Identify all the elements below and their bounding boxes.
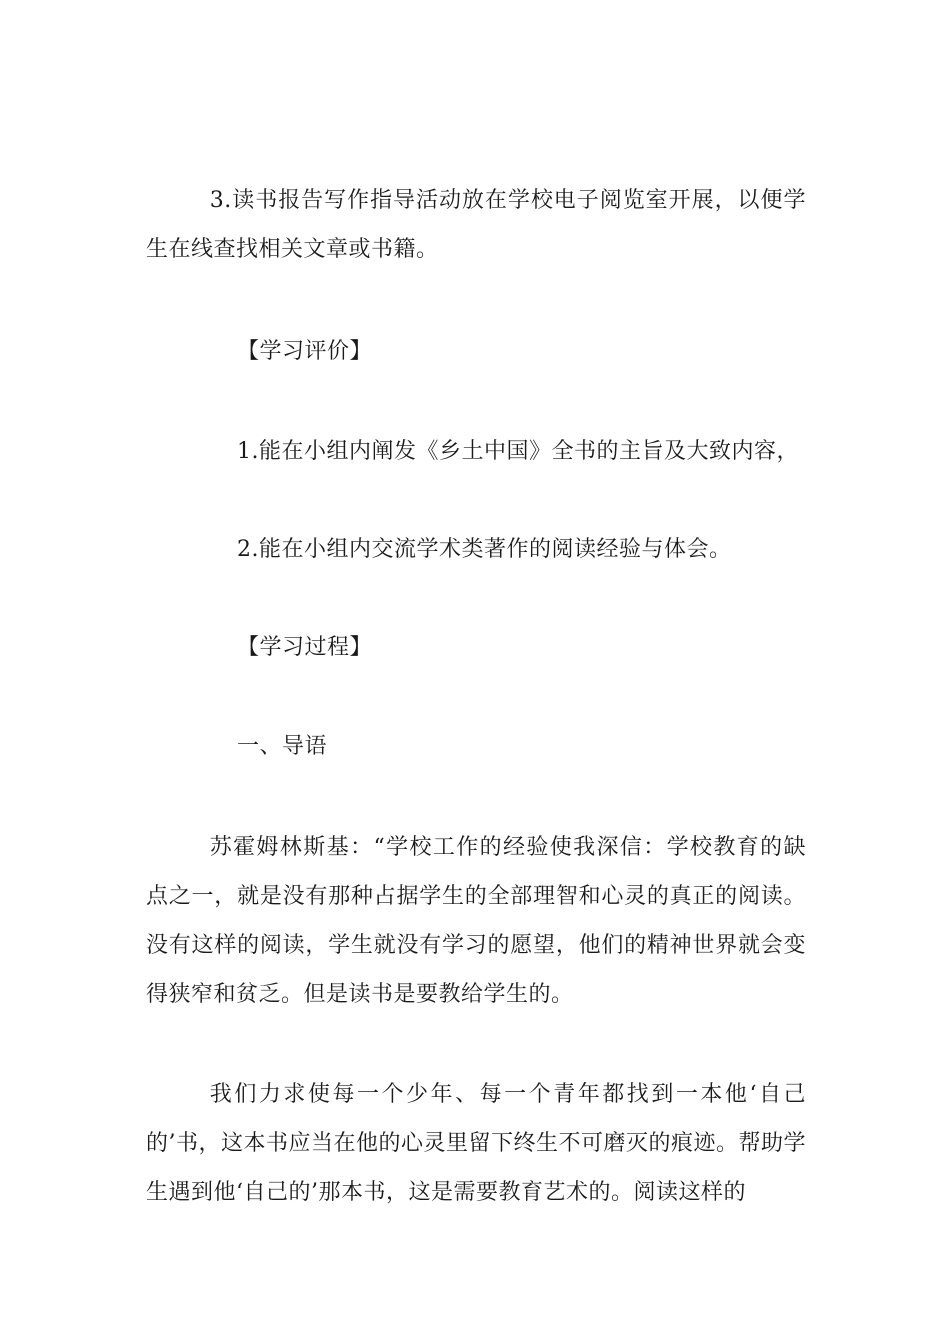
paragraph-quote: 苏霍姆林斯基：“学校工作的经验使我深信：学校教育的缺点之一，就是没有那种占据学生的全部理智和心灵的真正的阅读。没有这样的阅读，学生就没有学习的愿望，他们的精神世界就会变得狭窄和贫乏。但是读书是要教给学生的。 <box>146 835 806 1007</box>
paragraph-continuation: 我们力求使每一个少年、每一个青年都找到一本他‘自己的’书，这本书应当在他的心灵里留下终生不可磨灭的痕迹。帮助学生遇到他‘自己的’那本书，这是需要教育艺术的。阅读这样的 <box>146 1082 806 1205</box>
heading-learning-process: 【学习过程】 <box>237 635 373 660</box>
section-heading-introduction: 一、导语 <box>237 734 328 759</box>
evaluation-item-2: 2.能在小组内交流学术类著作的阅读经验与体会。 <box>237 537 732 562</box>
paragraph-activity-note: 3.读书报告写作指导活动放在学校电子阅览室开展，以便学生在线查找相关文章或书籍。 <box>146 188 806 262</box>
evaluation-item-1: 1.能在小组内阐发《乡土中国》全书的主旨及大致内容， <box>237 439 799 464</box>
heading-learning-evaluation: 【学习评价】 <box>237 339 373 364</box>
